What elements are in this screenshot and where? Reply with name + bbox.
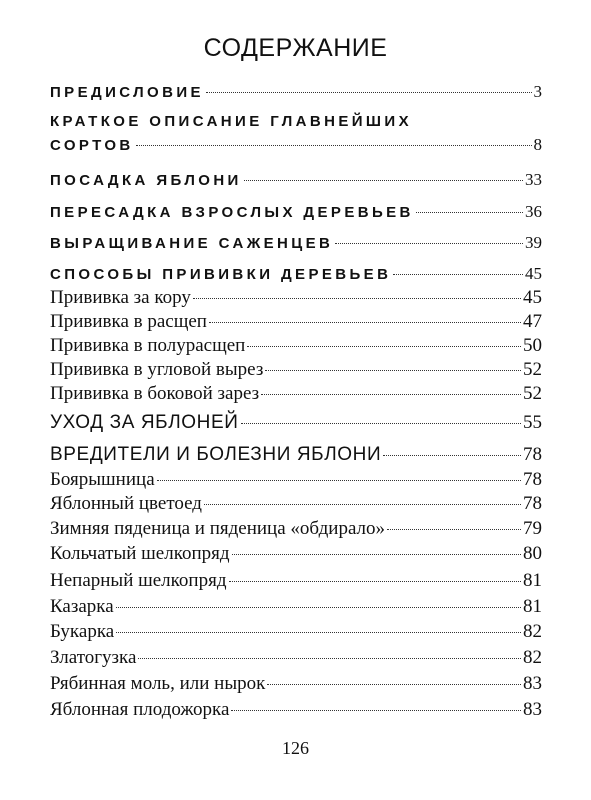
toc-entry-page: 83	[523, 673, 542, 694]
leader-dots	[265, 370, 521, 371]
toc-entry	[50, 359, 542, 381]
toc-entry	[50, 621, 542, 643]
toc-entry-page: 36	[525, 202, 542, 221]
leader-dots	[116, 632, 521, 633]
toc-entry-page: 55	[523, 412, 542, 433]
toc-entry-page: 50	[523, 335, 542, 356]
leader-dots	[416, 212, 523, 213]
leader-dots	[116, 607, 521, 608]
toc-entry-label: Боярышница	[50, 469, 155, 490]
toc-entry-label: Непарный шелкопряд	[50, 570, 227, 591]
toc-entry-label: ПЕРЕСАДКА ВЗРОСЛЫХ ДЕРЕВЬЕВ	[50, 204, 414, 221]
toc-entry-page: 82	[523, 647, 542, 668]
leader-dots	[232, 554, 521, 555]
toc-entry	[50, 673, 542, 695]
toc-entry-label: Рябинная моль, или нырок	[50, 673, 266, 694]
toc-entry-label: Зимняя пяденица и пяденица «обдирало»	[50, 518, 386, 539]
leader-dots	[204, 504, 521, 505]
toc-entry	[50, 444, 542, 466]
toc-entry-label: Яблонная плодожорка	[50, 699, 230, 720]
leader-dots	[335, 243, 523, 244]
toc-entry-label: СПОСОБЫ ПРИВИВКИ ДЕРЕВЬЕВ	[50, 266, 392, 283]
leader-dots	[193, 298, 521, 299]
leader-dots	[138, 658, 521, 659]
leader-dots	[244, 180, 523, 181]
toc-entry	[50, 82, 542, 102]
toc-entry	[50, 287, 542, 309]
toc-entry-page: 79	[523, 518, 542, 539]
toc-entry-page: 39	[525, 233, 542, 252]
toc-entry-label: Прививка в угловой вырез	[50, 359, 264, 380]
toc-entry	[50, 699, 542, 721]
toc-entry	[50, 202, 542, 222]
leader-dots	[387, 529, 521, 530]
toc-entry-page: 81	[523, 570, 542, 591]
toc-entry-label: Прививка в полурасщеп	[50, 335, 246, 356]
toc-entry-page: 78	[523, 444, 542, 465]
toc-entry-label: Яблонный цветоед	[50, 493, 202, 514]
toc-entry-page: 83	[523, 699, 542, 720]
toc-entry	[50, 412, 542, 434]
toc-entry-label-line2: СОРТОВ	[50, 137, 134, 154]
toc-entry-page: 80	[523, 543, 542, 564]
leader-dots	[229, 581, 522, 582]
toc-entry	[50, 469, 542, 491]
toc-entry-page: 81	[523, 596, 542, 617]
leader-dots	[267, 684, 521, 685]
toc-entry-page: 47	[523, 311, 542, 332]
toc-entry-label: Кольчатый шелкопряд	[50, 543, 230, 564]
leader-dots	[261, 394, 521, 395]
toc-entry-page: 52	[523, 383, 542, 404]
toc-entry-label-line1: КРАТКОЕ ОПИСАНИЕ ГЛАВНЕЙШИХ	[50, 113, 412, 130]
toc-entry	[50, 264, 542, 284]
leader-dots	[231, 710, 521, 711]
toc-entry-line2	[50, 135, 542, 155]
toc-entry-label: Прививка в расщеп	[50, 311, 207, 332]
toc-entry-label: Прививка за кору	[50, 287, 191, 308]
toc-entry	[50, 170, 542, 190]
toc-entry-label: ПРЕДИСЛОВИЕ	[50, 84, 204, 101]
toc-entry-page: 33	[525, 170, 542, 189]
page-title: СОДЕРЖАНИЕ	[203, 34, 388, 62]
toc-entry	[50, 383, 542, 405]
toc-entry	[50, 335, 542, 357]
toc-entry	[50, 518, 542, 540]
toc-entry-label: Букарка	[50, 621, 115, 642]
toc-entry-label: УХОД ЗА ЯБЛОНЕЙ	[50, 412, 239, 433]
toc-entry	[50, 647, 542, 669]
page-number: 126	[282, 738, 309, 758]
leader-dots	[241, 423, 521, 424]
leader-dots	[247, 346, 521, 347]
toc-entry-page: 8	[533, 135, 542, 154]
toc-entry-page: 78	[523, 469, 542, 490]
toc-entry	[50, 493, 542, 515]
toc-entry-label: Златогузка	[50, 647, 137, 668]
leader-dots	[383, 455, 521, 456]
toc-entry	[50, 311, 542, 333]
toc-entry-page: 3	[533, 82, 542, 101]
leader-dots	[206, 92, 532, 93]
toc-entry-page: 45	[523, 287, 542, 308]
toc-entry	[50, 233, 542, 253]
toc-entry	[50, 596, 542, 618]
leader-dots	[136, 145, 532, 146]
toc-entry-label: ПОСАДКА ЯБЛОНИ	[50, 172, 242, 189]
toc-entry-page: 52	[523, 359, 542, 380]
toc-entry-page: 78	[523, 493, 542, 514]
toc-entry-label: Казарка	[50, 596, 114, 617]
leader-dots	[209, 322, 521, 323]
toc-entry	[50, 113, 542, 154]
toc-entry	[50, 570, 542, 592]
toc-entry-label: ВЫРАЩИВАНИЕ САЖЕНЦЕВ	[50, 235, 334, 252]
toc-entry-page: 82	[523, 621, 542, 642]
toc-entry	[50, 543, 542, 565]
toc-entry-label: ВРЕДИТЕЛИ И БОЛЕЗНИ ЯБЛОНИ	[50, 444, 382, 465]
toc-entry-label: Прививка в боковой зарез	[50, 383, 260, 404]
toc-entry-page: 45	[525, 264, 542, 283]
leader-dots	[393, 274, 523, 275]
leader-dots	[157, 480, 521, 481]
